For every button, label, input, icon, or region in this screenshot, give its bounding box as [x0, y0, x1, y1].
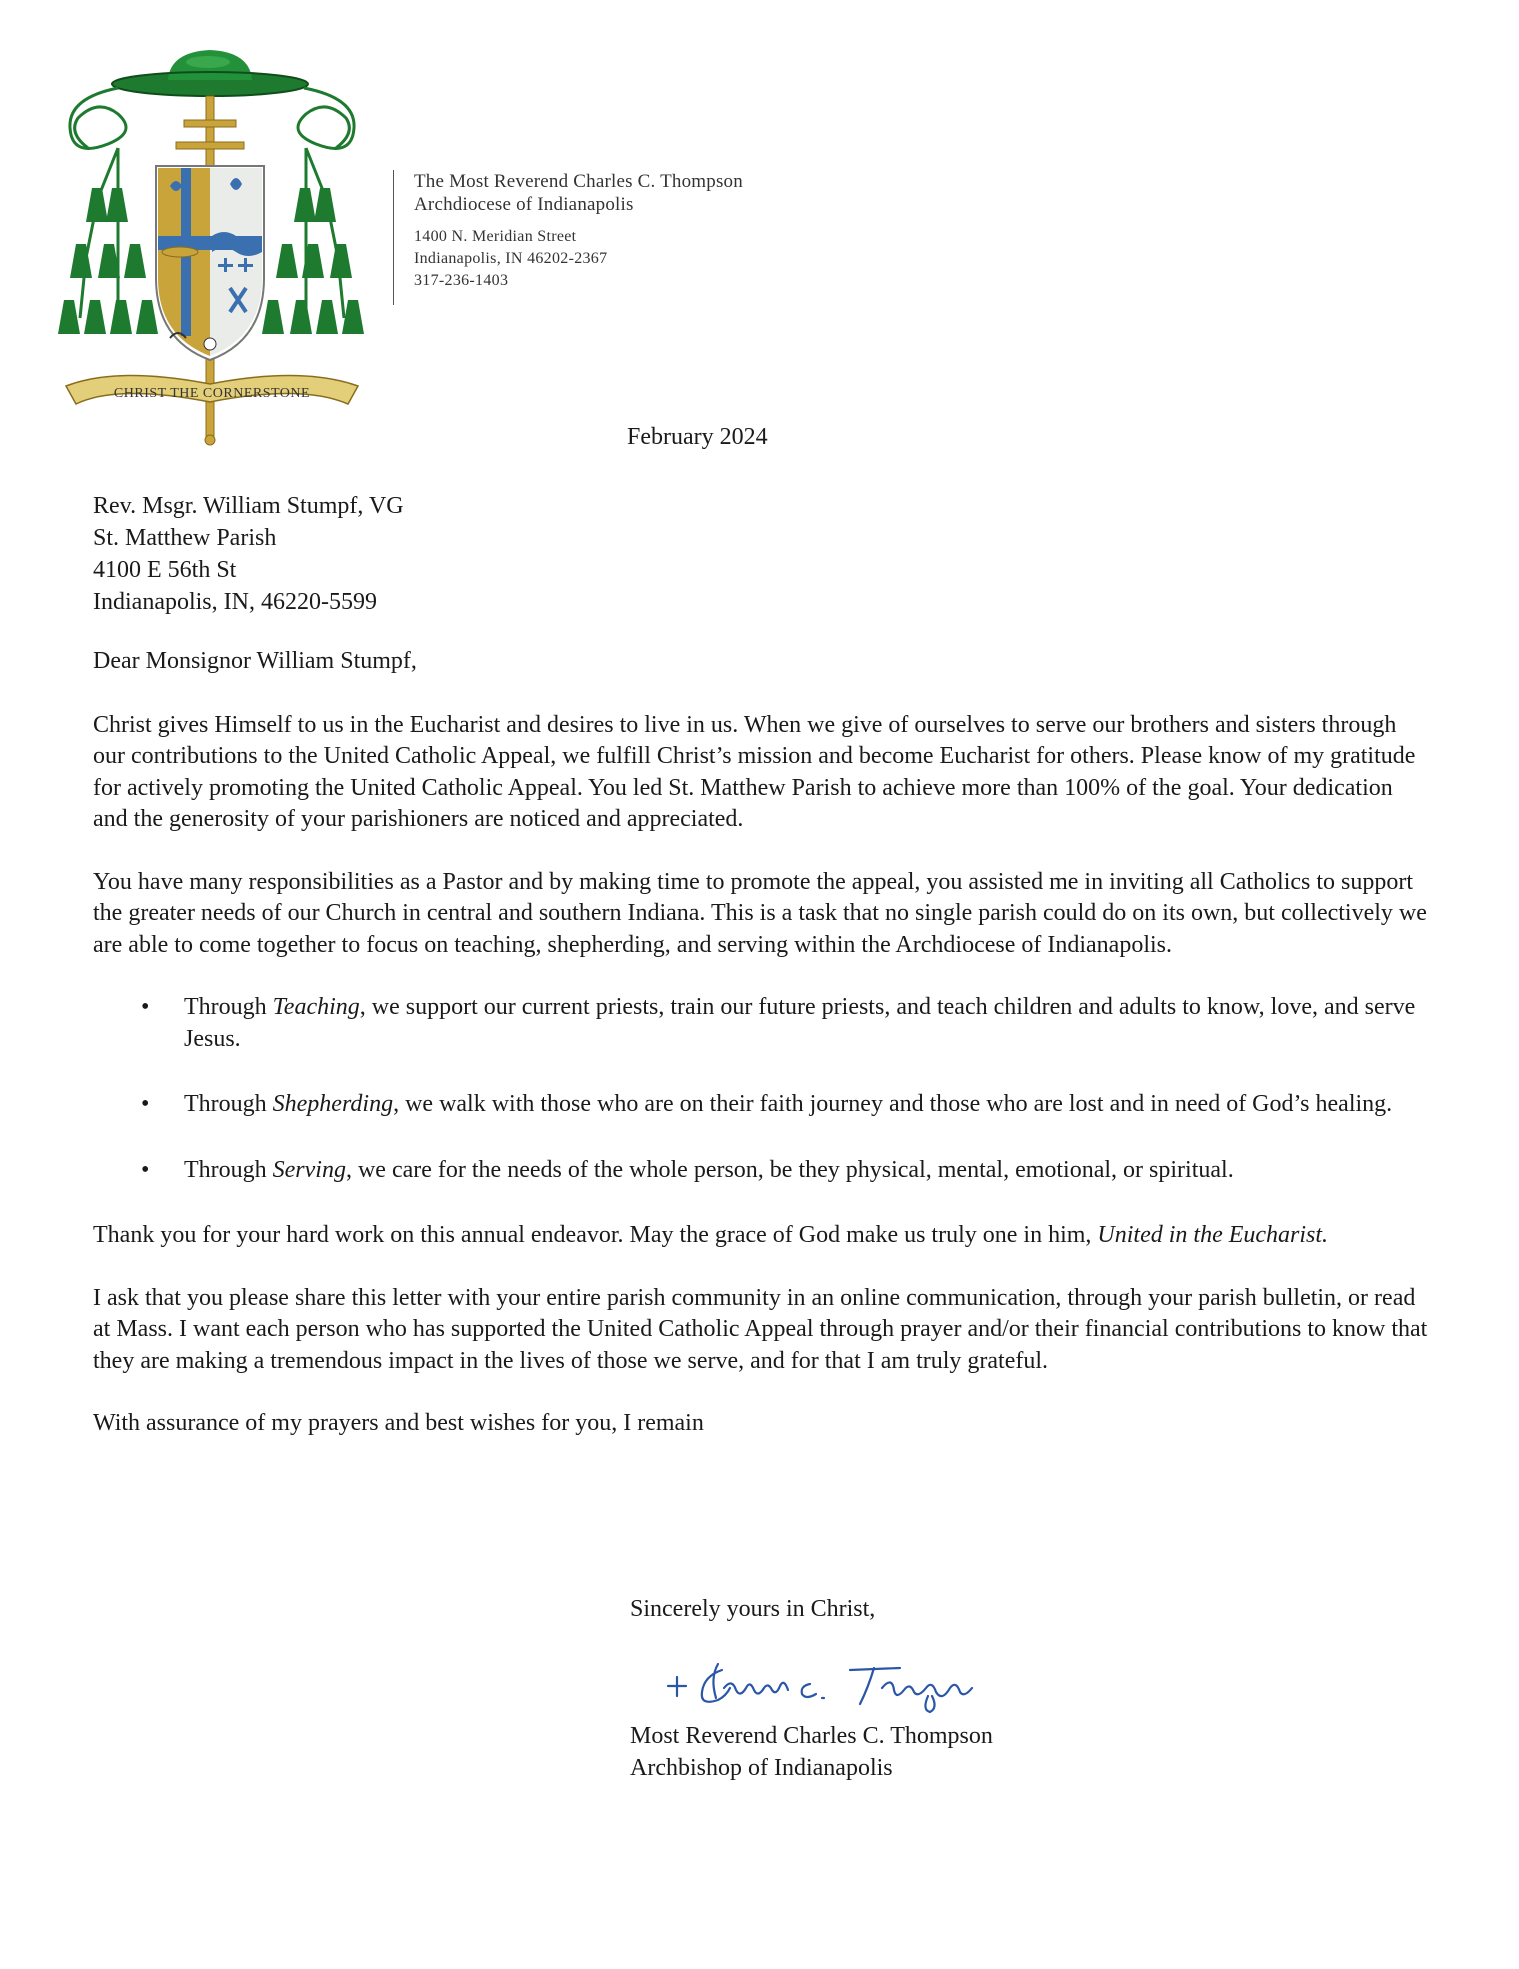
bullet-emphasis: Serving	[272, 1156, 346, 1183]
recipient-address	[93, 490, 404, 618]
tassels-right	[262, 188, 364, 334]
signer-block	[630, 1720, 993, 1784]
bullet-dot-icon: •	[141, 1091, 150, 1117]
letterhead-city: Indianapolis, IN 46202-2367	[414, 250, 608, 267]
paragraph-4: I ask that you please share this letter with your entire parish community in an online communication, through your parish bulletin, or read at Mass. I want each person who has supported the United Catholic Appeal through prayer and/or their financial contributions to know that they are making a tremendous impact in the lives of those we serve, and for that I am truly grateful.	[93, 1284, 1428, 1374]
salutation: Dear Monsignor William Stumpf,	[93, 648, 417, 674]
bullet-prefix: Through	[184, 1091, 273, 1117]
bullet-dot-icon: •	[141, 994, 150, 1020]
bullet-emphasis: Shepherding	[272, 1091, 394, 1117]
svg-text:CHRIST THE CORNERSTONE: CHRIST THE CORNERSTONE	[113, 386, 311, 401]
bullet-text: , we care for the needs of the whole person, be they physical, mental, emotional, or spiritual.	[345, 1156, 1234, 1183]
bullet-dot-icon: •	[141, 1156, 150, 1183]
tassels-left	[58, 188, 158, 334]
signer-title: Archbishop of Indianapolis	[630, 1755, 893, 1781]
recipient-line: 4100 E 56th St	[93, 557, 237, 583]
recipient-line: St. Matthew Parish	[93, 525, 277, 551]
letter-body	[93, 646, 1433, 1440]
bullet-prefix: Through	[184, 1156, 273, 1183]
closing: Sincerely yours in Christ,	[630, 1596, 876, 1622]
recipient-line: Rev. Msgr. William Stumpf, VG	[93, 493, 404, 519]
paragraph-3-text: Thank you for your hard work on this annual endeavor. May the grace of God make us truly one in him,	[93, 1222, 1098, 1248]
letterhead-street: 1400 N. Meridian Street	[414, 228, 577, 245]
letterhead-org: Archdiocese of Indianapolis	[414, 194, 634, 215]
bullet-list	[93, 992, 1433, 1186]
paragraph-3-emphasis: United in the Eucharist.	[1097, 1222, 1329, 1248]
signer-name: Most Reverend Charles C. Thompson	[630, 1723, 993, 1749]
bullet-item	[93, 992, 1433, 1055]
shield	[156, 166, 264, 360]
bullet-text: , we walk with those who are on their faith journey and those who are lost and in need of God’s healing.	[393, 1091, 1393, 1117]
bullet-item	[93, 1155, 1433, 1187]
letter-date: February 2024	[627, 424, 768, 450]
letterhead-phone: 317-236-1403	[414, 272, 509, 289]
handwritten-signature	[660, 1648, 1020, 1718]
letterhead	[393, 170, 743, 305]
paragraph-2: You have many responsibilities as a Pastor and by making time to promote the appeal, you assisted me in inviting all Catholics to support the greater needs of our Church in central and southern Indiana. This is a task that no single parish could do on its own, but collectively we are able to come together to focus on teaching, shepherding, and serving within the Archdiocese of Indianapolis.	[93, 868, 1427, 958]
paragraph-3	[93, 1220, 1433, 1252]
letterhead-name: The Most Reverend Charles C. Thompson	[414, 171, 743, 192]
bullet-emphasis: Teaching	[272, 994, 360, 1020]
galero-hat-icon	[112, 50, 308, 96]
archdiocese-coat-of-arms	[58, 48, 370, 458]
bullet-item	[93, 1089, 1433, 1121]
paragraph-5: With assurance of my prayers and best wishes for you, I remain	[93, 1410, 704, 1436]
paragraph-1: Christ gives Himself to us in the Eucharist and desires to live in us. When we give of ourselves to serve our brothers and sisters through our contributions to the United Catholic Appeal, we fulfill Christ’s mission and become Eucharist for others. Please know of my gratitude for actively promoting the United Catholic Appeal. You led St. Matthew Parish to achieve more than 100% of the goal. Your dedication and the generosity of your parishioners are noticed and appreciated.	[93, 711, 1416, 832]
bullet-prefix: Through	[184, 994, 273, 1020]
recipient-line: Indianapolis, IN, 46220-5599	[93, 589, 377, 615]
bullet-text: , we support our current priests, train our future priests, and teach children and adults to know, love, and serve Jesus.	[184, 994, 1416, 1052]
